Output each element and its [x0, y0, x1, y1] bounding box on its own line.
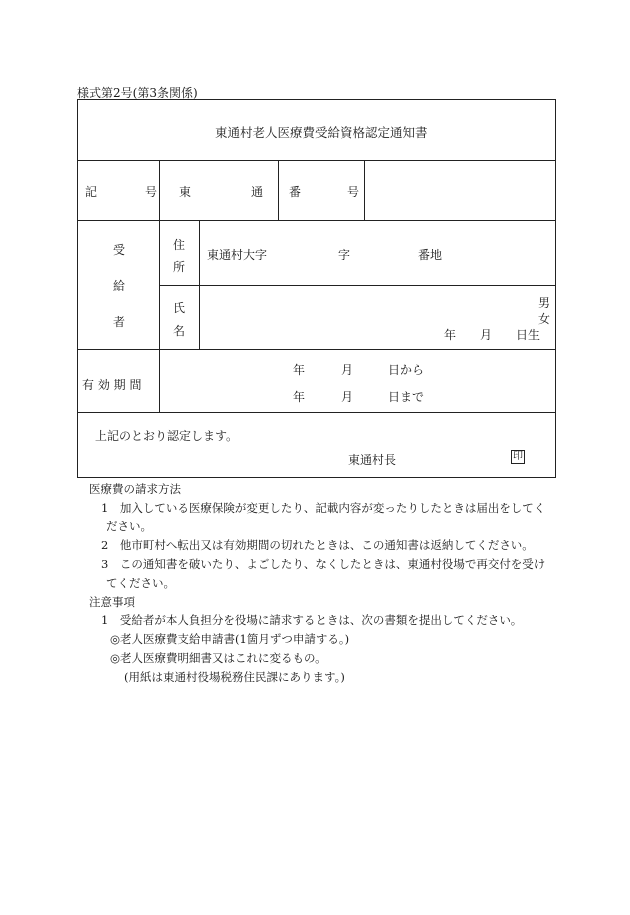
rule [77, 412, 556, 413]
kigou-label-char1: 記 [85, 185, 98, 199]
kigou-label-char2: 号 [145, 185, 158, 199]
name-label-char2: 名 [173, 324, 186, 338]
bangou-label-char2: 号 [347, 185, 360, 199]
validity-to-month: 月 [341, 390, 354, 404]
address-aza: 字 [338, 248, 351, 262]
recipient-label-char1: 受 [113, 243, 126, 257]
rule [159, 285, 556, 286]
recipient-label-char2: 給 [113, 279, 126, 293]
validity-from-day: 日から [388, 363, 425, 377]
certification-statement: 上記のとおり認定します。 [95, 429, 239, 443]
bangou-label-char1: 番 [289, 185, 302, 199]
sex-male: 男 [538, 296, 551, 310]
caution-item-1-b: ◎老人医療費明細書又はこれに変るもの。 [110, 651, 327, 665]
kigou-value-char2: 通 [251, 185, 264, 199]
certificate-form [77, 99, 556, 478]
rule [159, 160, 160, 413]
validity-to-year: 年 [293, 390, 306, 404]
document-title: 東通村老人医療費受給資格認定通知書 [215, 125, 428, 140]
validity-to-day: 日まで [388, 390, 425, 404]
caution-item-1-a: ◎老人医療費支給申請書(1箇月ずつ申請する。) [110, 632, 350, 646]
caution-item-1: 1 受給者が本人負担分を役場に請求するときは、次の書類を提出してください。 [101, 613, 523, 627]
billing-item-1-cont: ださい。 [106, 519, 152, 533]
caution-item-1-c: (用紙は東通村役場税務住民課にあります。) [124, 670, 345, 684]
rule [77, 220, 556, 221]
billing-item-3-cont: てください。 [106, 576, 175, 590]
rule [199, 220, 200, 349]
address-banchi: 番地 [418, 248, 443, 262]
rule [77, 349, 556, 350]
validity-from-month: 月 [341, 363, 354, 377]
caution-heading: 注意事項 [89, 595, 135, 609]
kigou-value-char1: 東 [179, 185, 192, 199]
rule [364, 160, 365, 220]
dob-month: 月 [480, 328, 493, 342]
recipient-label-char3: 者 [113, 315, 126, 329]
seal-box: 印 [513, 451, 523, 462]
validity-from-year: 年 [293, 363, 306, 377]
billing-item-3: 3 この通知書を破いたり、よごしたり、なくしたときは、東通村役場で再交付を受け [101, 557, 546, 571]
billing-item-2: 2 他市町村へ転出又は有効期間の切れたときは、この通知書は返納してください。 [101, 538, 534, 552]
billing-heading: 医療費の請求方法 [89, 482, 181, 496]
rule [278, 160, 279, 220]
address-village: 東通村大字 [207, 248, 268, 262]
issuer-title: 東通村長 [348, 453, 397, 467]
address-label-char1: 住 [173, 238, 186, 252]
dob-day: 日生 [516, 328, 541, 342]
name-label-char1: 氏 [173, 301, 186, 315]
dob-year: 年 [444, 328, 457, 342]
rule [77, 160, 556, 161]
form-number-label: 様式第2号(第3条関係) [77, 86, 198, 100]
address-label-char2: 所 [173, 260, 186, 274]
sex-female: 女 [538, 312, 551, 326]
validity-label: 有 効 期 間 [82, 378, 142, 392]
billing-item-1: 1 加入している医療保険が変更したり、記載内容が変ったりしたときは届出をしてく [101, 501, 546, 515]
